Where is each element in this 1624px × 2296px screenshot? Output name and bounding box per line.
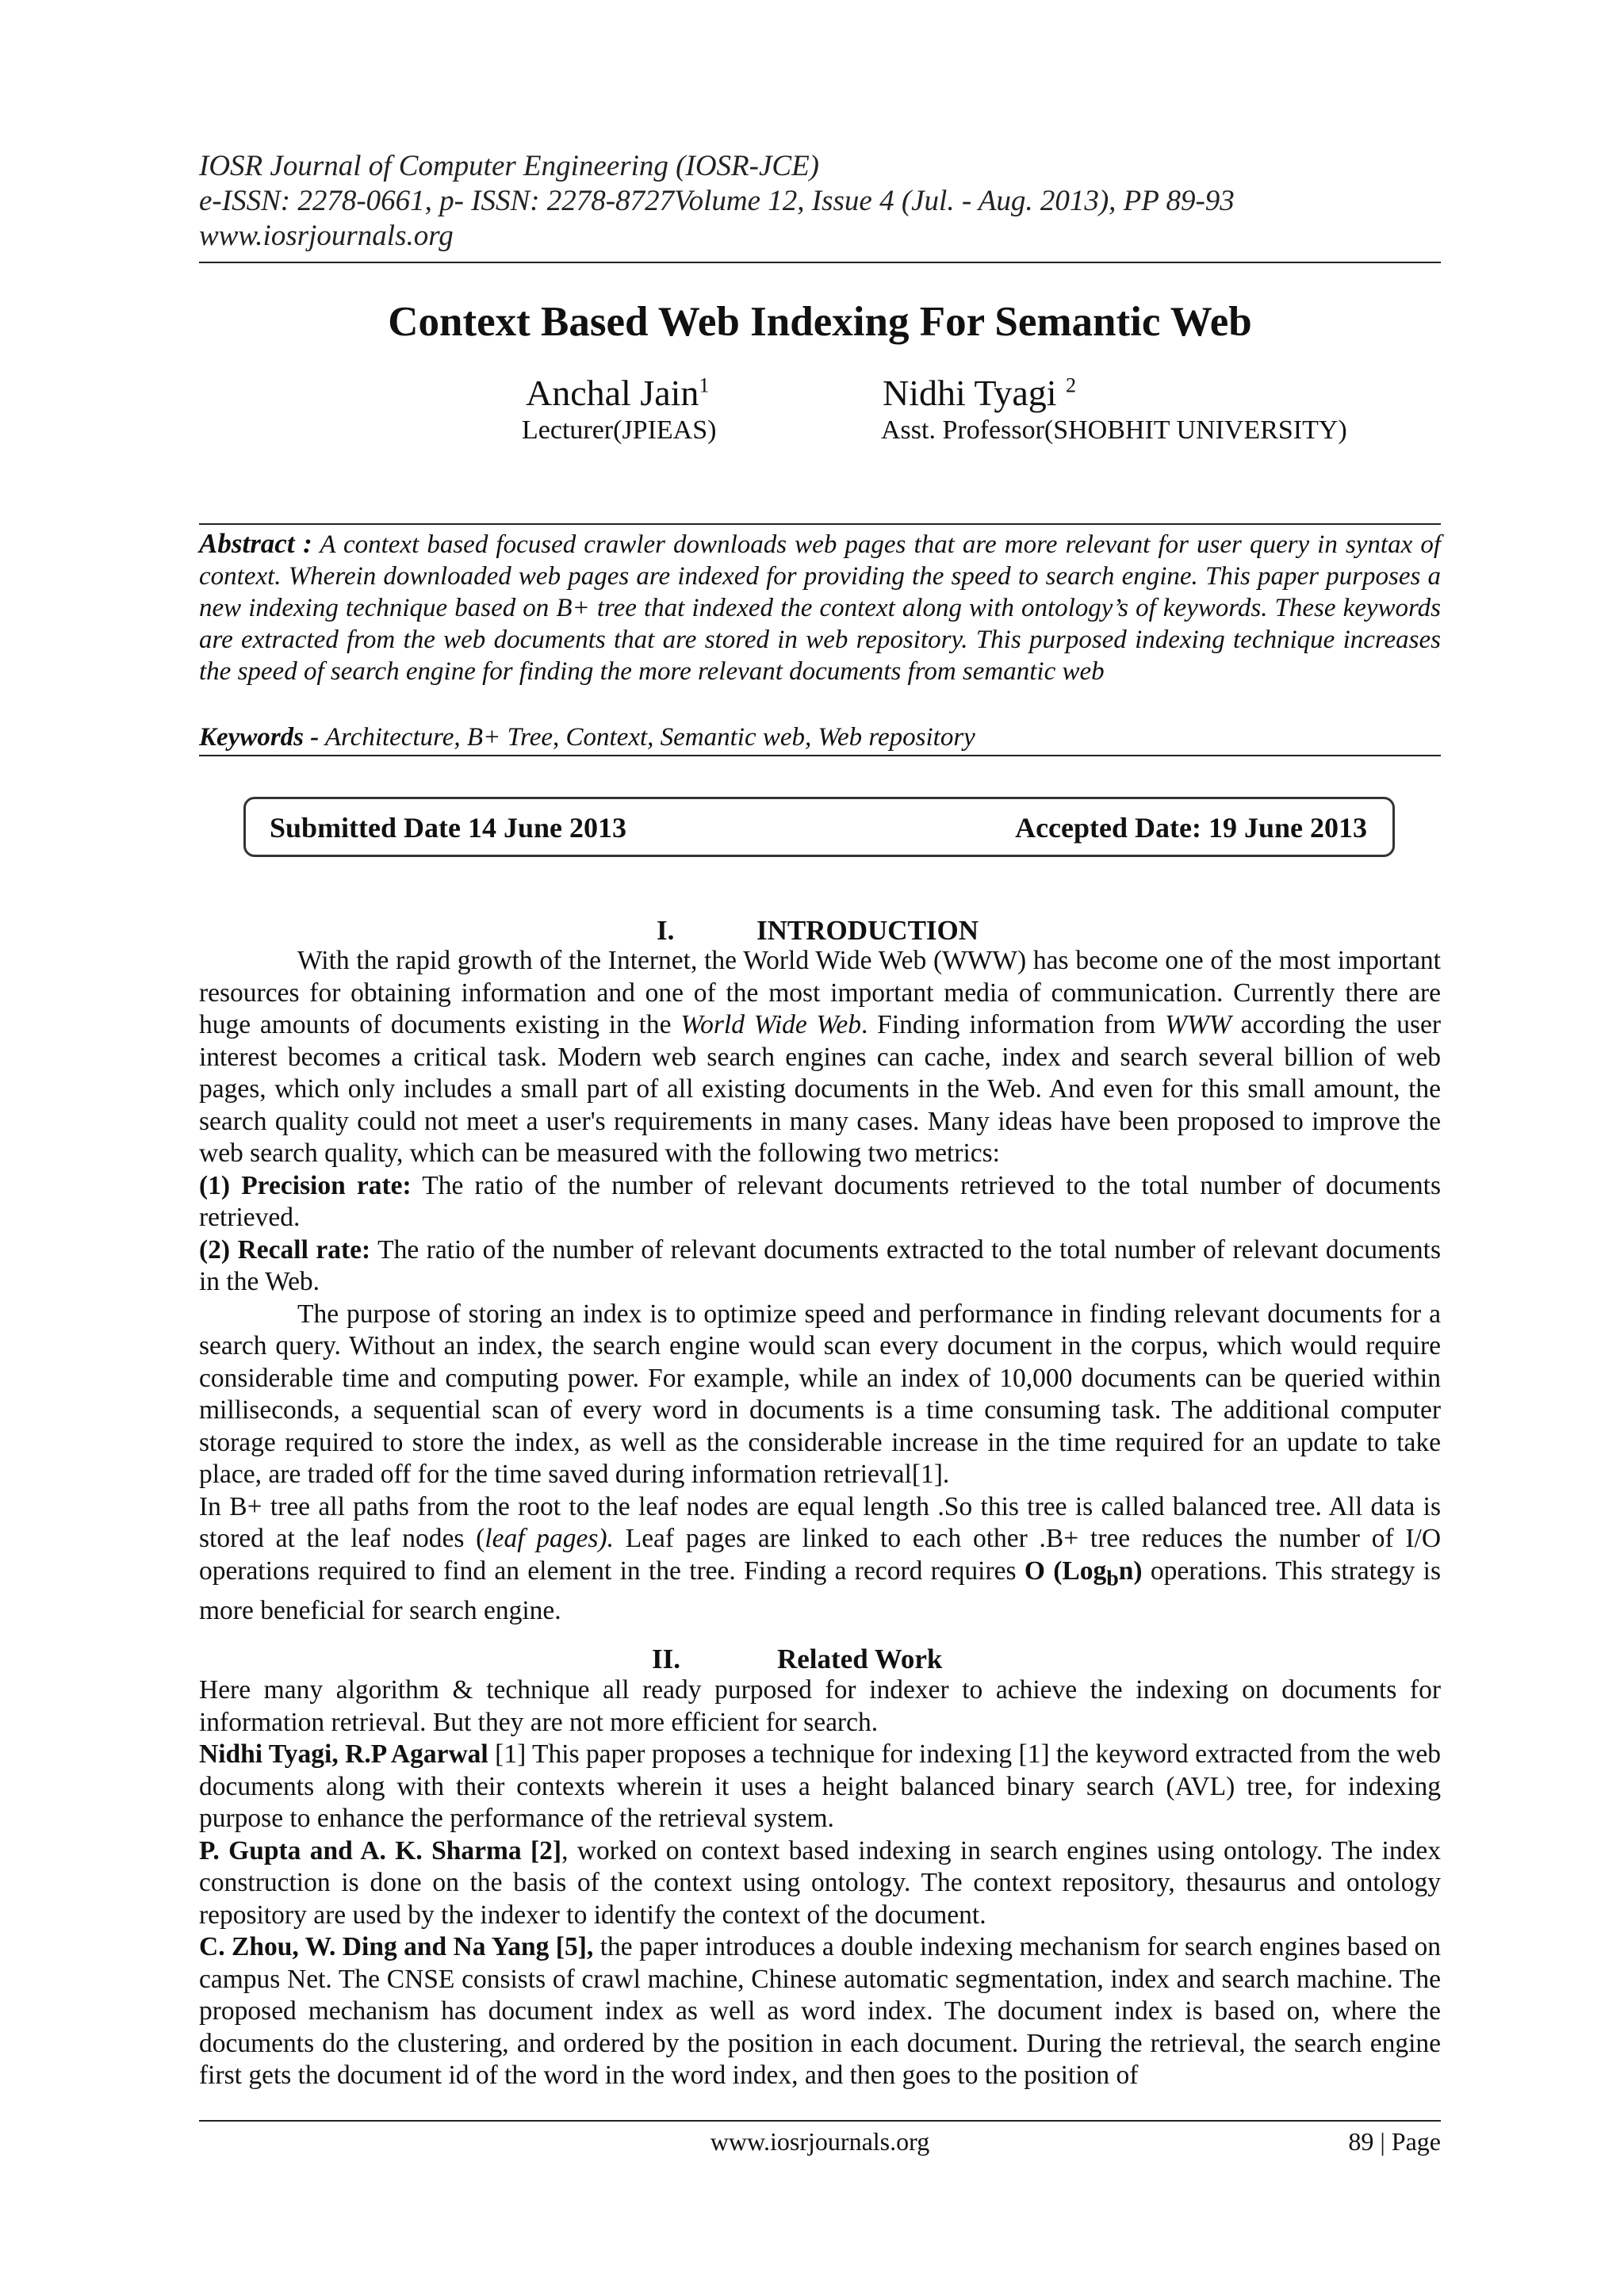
text-run: Leaf pages are linked to each other .B+ tree reduces the number of I/O operations required to find an element in the tree. Finding a record requires: [199, 1524, 1442, 1586]
abstract-divider-bottom: [199, 755, 1441, 756]
section-number: II.: [652, 1644, 680, 1674]
metric-label: (1) Precision rate:: [199, 1170, 412, 1200]
metric-precision: [199, 1170, 1441, 1234]
abstract-label: Abstract :: [199, 528, 312, 559]
related-ref-1: [199, 1739, 1441, 1835]
text-run: In B+ tree all paths from the root to the leaf nodes are equal length .So this tree is called balanced tree. All data is stored at the leaf nodes (: [199, 1491, 1441, 1553]
text-run-italic: leaf pages).: [485, 1524, 614, 1553]
dates-box: [243, 797, 1395, 857]
author-2: [883, 373, 1347, 447]
abstract-text: A context based focused crawler downloads web pages that are more relevant for user query in syntax of context. Wherein downloaded web pages are indexed for providing the speed to search engine. This paper purposes a new indexing technique based on B+ tree that indexed the context along with ontology’s of keywords. These keywords are extracted from the web documents that are stored in web repository. This purposed indexing technique increases the speed of search engine for finding the more relevant documents from semantic web: [199, 530, 1442, 686]
related-ref-3: [199, 1931, 1441, 2092]
text-run-bold: O (Log: [1024, 1556, 1107, 1586]
paper-title: Context Based Web Indexing For Semantic Web: [388, 299, 1252, 345]
journal-name: IOSR Journal of Computer Engineering (IOSR-JCE): [199, 150, 819, 182]
related-work-body: [199, 1674, 1441, 2092]
metric-label: (2) Recall rate:: [199, 1234, 371, 1265]
submitted-date: Submitted Date 14 June 2013: [270, 812, 627, 844]
ref-authors: C. Zhou, W. Ding and Na Yang [5],: [199, 1932, 594, 1961]
abstract-divider-top: [199, 523, 1441, 525]
complexity-expression: [1024, 1556, 1143, 1591]
header-divider: [199, 262, 1441, 263]
keywords: [199, 721, 1441, 753]
introduction-body: [199, 945, 1441, 1627]
metric-recall: [199, 1234, 1441, 1299]
author-1-name: Anchal Jain: [526, 373, 699, 413]
ref-text: the paper introduces a double indexing mechanism for search engines based on campus Net. The CNSE consists of crawl machine, Chinese automatic segmentation, index and search machine. The proposed mechanism has document index as well as word index. The document index is based on, where the documents do the clustering, and ordered by the position in each document. During the retrieval, the search engine first gets the document id of the word in the word index, and then goes to the position of: [199, 1932, 1441, 2090]
footer-page-number: 89 | Page: [1348, 2127, 1441, 2156]
keywords-text: Architecture, B+ Tree, Context, Semantic web, Web repository: [319, 723, 975, 752]
author-1-sup: 1: [699, 373, 710, 397]
journal-website: www.iosrjournals.org: [199, 220, 454, 252]
author-2-name: Nidhi Tyagi: [883, 373, 1067, 413]
related-ref-2: [199, 1835, 1441, 1932]
author-2-sup: 2: [1066, 373, 1077, 397]
ref-authors: Nidhi Tyagi, R.P Agarwal: [199, 1739, 488, 1769]
intro-paragraph-1: [199, 945, 1441, 1170]
text-run: according the user interest becomes a critical task. Modern web search engines can cache, index and search several billion of web pages, which only includes a small part of all existing documents in the Web. And even for this small amount, the search quality could not meet a user's requirements in many cases. Many ideas have been proposed to improve the web search quality, which can be measured with the following two metrics:: [199, 1010, 1442, 1168]
ref-authors: P. Gupta and A. K. Sharma [2]: [199, 1835, 562, 1866]
text-run-bold: n): [1118, 1556, 1143, 1586]
text-run: With the rapid growth of the Internet, the World Wide Web (WWW) has become one of the most important resources for obtaining information and one of the most important media of communication. Currently there are huge amounts of documents existing in the: [199, 946, 1441, 1039]
metric-text: The ratio of the number of relevant documents extracted to the total number of relevant documents in the Web.: [199, 1234, 1442, 1296]
author-1-affiliation: Lecturer(JPIEAS): [522, 415, 717, 445]
text-run-italic: World Wide Web: [680, 1010, 862, 1039]
text-run-subscript: b: [1106, 1566, 1119, 1591]
author-1: [522, 373, 717, 447]
journal-header: [199, 149, 1441, 254]
metric-text: The ratio of the number of relevant documents retrieved to the total number of documents retrieved.: [199, 1170, 1442, 1232]
section-number: I.: [657, 915, 675, 946]
footer-divider: [199, 2120, 1441, 2122]
intro-paragraph-3: [199, 1491, 1441, 1628]
journal-issn: e-ISSN: 2278-0661, p- ISSN: 2278-8727Volume 12, Issue 4 (Jul. - Aug. 2013), PP 89-93: [199, 185, 1235, 217]
abstract: [199, 528, 1441, 687]
section-title: INTRODUCTION: [756, 915, 979, 946]
ref-text: , worked on context based indexing in search engines using ontology. The index construction is done on the basis of the context using ontology. The context repository, thesaurus and ontology repository are used by the indexer to identify the context of the document.: [199, 1835, 1441, 1930]
ref-text: [1] This paper proposes a technique for indexing [1] the keyword extracted from the web documents along with their contexts wherein it uses a height balanced binary search (AVL) tree, for indexing purpose to enhance the performance of the retrieval system.: [199, 1739, 1441, 1833]
text-run: . Finding information from: [861, 1010, 1166, 1039]
footer-website: www.iosrjournals.org: [710, 2127, 930, 2156]
related-paragraph-1: Here many algorithm & technique all ready purposed for indexer to achieve the indexing on documents for information retrieval. But they are not more efficient for search.: [199, 1675, 1441, 1737]
keywords-label: Keywords -: [199, 723, 320, 752]
text-run-italic: WWW: [1165, 1010, 1231, 1039]
text-run: operations. This strategy is more beneficial for search engine.: [199, 1556, 1441, 1625]
author-2-affiliation: Asst. Professor(SHOBHIT UNIVERSITY): [881, 415, 1347, 445]
section-title: Related Work: [777, 1644, 943, 1674]
accepted-date: Accepted Date: 19 June 2013: [1015, 812, 1367, 844]
intro-paragraph-2: The purpose of storing an index is to optimize speed and performance in finding relevant documents for a search query. Without an index, the search engine would scan every document in the corpus, which would require considerable time and computing power. For example, while an index of 10,000 documents can be queried within milliseconds, a sequential scan of every word in documents is a time consuming task. The additional computer storage required to store the index, as well as the considerable increase in the time required for an update to take place, are traded off for the time saved during information retrieval[1].: [199, 1299, 1441, 1489]
